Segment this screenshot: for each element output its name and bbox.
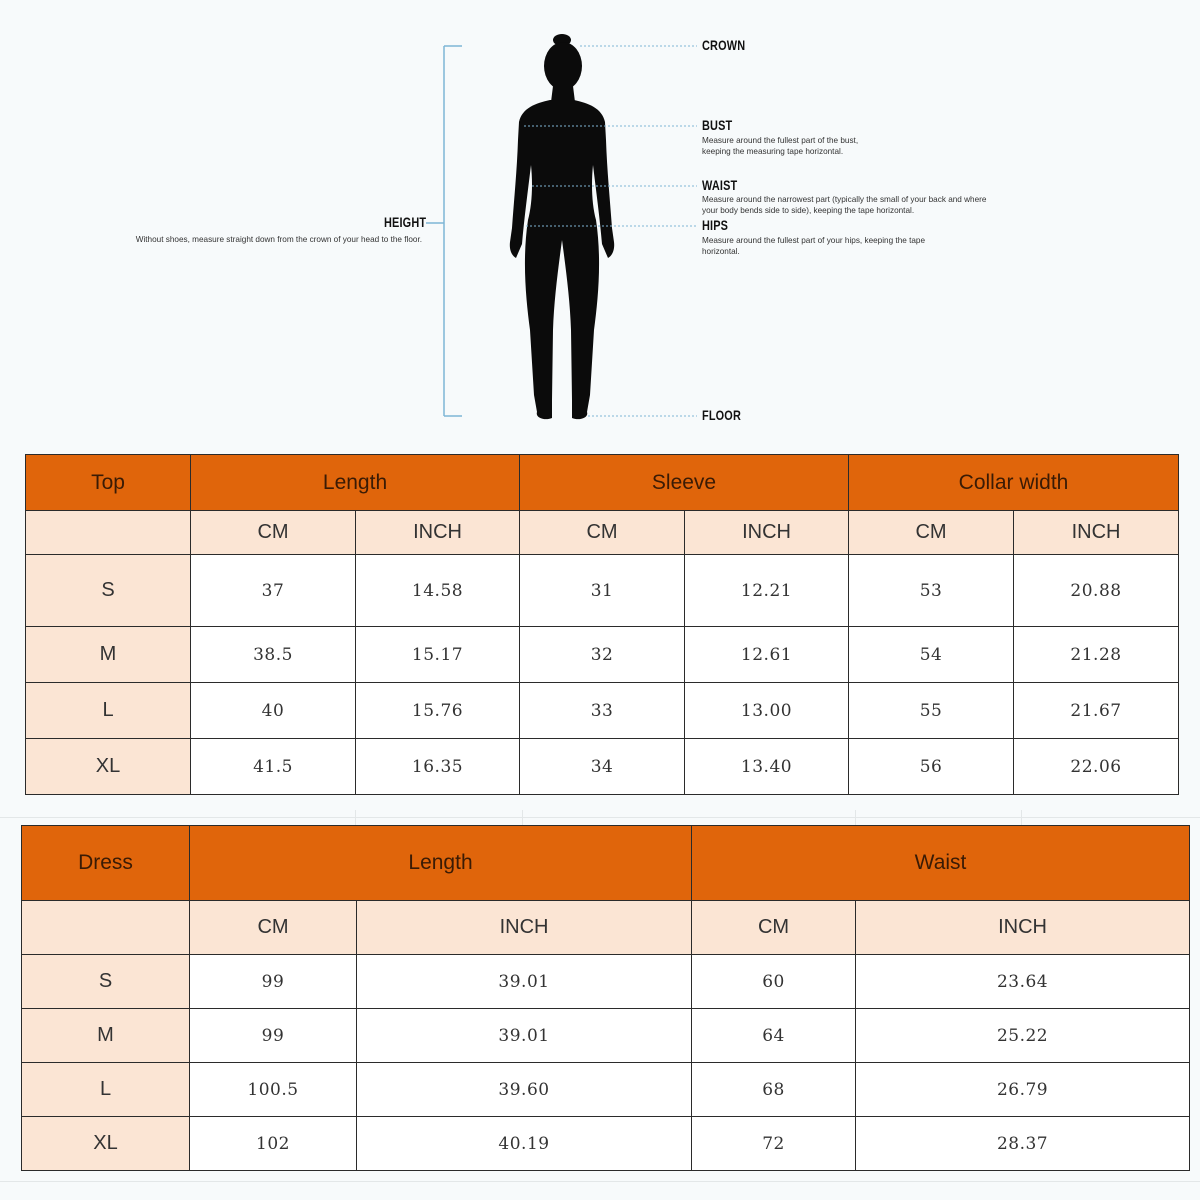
table-row [22,1117,1190,1171]
table-cell: 26.79 [856,1063,1190,1117]
table-row [22,1063,1190,1117]
top-unit-header: CM [849,511,1014,555]
table-cell: 13.40 [685,739,849,795]
table-cell: 31 [520,555,685,627]
table-cell: 15.76 [356,683,520,739]
size-label: M [22,1009,190,1063]
table-cell: 68 [692,1063,856,1117]
dress-size-table [21,825,1190,1171]
height-label: HEIGHT [384,214,427,230]
table-cell: 25.22 [856,1009,1190,1063]
table-cell: 20.88 [1014,555,1179,627]
hips-label: HIPS [702,217,729,233]
table-cell: 99 [190,955,357,1009]
height-description: Without shoes, measure straight down from the crown of your head to the floor. [135,235,422,244]
floor-label: FLOOR [702,407,741,423]
dress-unit-header: INCH [856,901,1190,955]
table-cell: 28.37 [856,1117,1190,1171]
table-cell: 33 [520,683,685,739]
table-row [26,555,1179,627]
table-cell: 12.61 [685,627,849,683]
table-cell: 21.67 [1014,683,1179,739]
table-cell: 21.28 [1014,627,1179,683]
top-group-length: Length [191,455,520,511]
size-label: XL [22,1117,190,1171]
table-cell: 55 [849,683,1014,739]
table-row [22,955,1190,1009]
dress-unit-header: CM [692,901,856,955]
dress-group-waist: Waist [692,826,1190,901]
table-cell: 13.00 [685,683,849,739]
size-label: XL [26,739,191,795]
table-cell: 99 [190,1009,357,1063]
table-cell: 39.01 [357,1009,692,1063]
size-label: S [22,955,190,1009]
dress-group-length: Length [190,826,692,901]
dress-unit-header: INCH [357,901,692,955]
table-cell: 15.17 [356,627,520,683]
figure-graphic [0,0,1200,440]
background-gridline [0,1181,1200,1182]
top-unit-blank [26,511,191,555]
table-cell: 39.60 [357,1063,692,1117]
background-gridline [522,810,523,825]
background-gridline [355,810,356,825]
waist-label: WAIST [702,177,738,193]
bust-description: Measure around the fullest part of the bust, keeping the measuring tape horizontal. [702,136,859,156]
table-row [26,627,1179,683]
background-gridline [1021,810,1022,825]
table-cell: 23.64 [856,955,1190,1009]
table-cell: 16.35 [356,739,520,795]
table-cell: 32 [520,627,685,683]
table-cell: 102 [190,1117,357,1171]
dress-unit-header: CM [190,901,357,955]
table-cell: 12.21 [685,555,849,627]
dress-table-corner: Dress [22,826,190,901]
table-row [22,1009,1190,1063]
size-label: L [22,1063,190,1117]
measurement-figure [0,0,1200,440]
table-cell: 56 [849,739,1014,795]
table-cell: 40 [191,683,356,739]
crown-label: CROWN [702,37,746,53]
background-gridline [855,810,856,825]
top-group-sleeve: Sleeve [520,455,849,511]
table-cell: 64 [692,1009,856,1063]
table-cell: 60 [692,955,856,1009]
height-bracket [426,46,462,416]
hips-description: Measure around the fullest part of your hips, keeping the tape horizontal. [702,236,926,256]
bust-label: BUST [702,117,733,133]
size-label: L [26,683,191,739]
top-size-table [25,454,1179,795]
top-unit-header: INCH [356,511,520,555]
size-label: S [26,555,191,627]
table-row [26,739,1179,795]
top-group-collar-width: Collar width [849,455,1179,511]
table-row [26,683,1179,739]
top-unit-header: CM [520,511,685,555]
waist-description: Measure around the narrowest part (typically the small of your back and where your body bends side to side), keeping the tape horizontal. [702,195,987,215]
size-label: M [26,627,191,683]
table-cell: 40.19 [357,1117,692,1171]
table-cell: 39.01 [357,955,692,1009]
table-cell: 38.5 [191,627,356,683]
background-gridline [0,817,1200,818]
table-cell: 41.5 [191,739,356,795]
top-unit-header: CM [191,511,356,555]
table-cell: 14.58 [356,555,520,627]
table-cell: 72 [692,1117,856,1171]
table-cell: 100.5 [190,1063,357,1117]
table-cell: 37 [191,555,356,627]
table-cell: 54 [849,627,1014,683]
table-cell: 22.06 [1014,739,1179,795]
woman-silhouette [510,34,614,419]
dress-unit-blank [22,901,190,955]
top-unit-header: INCH [685,511,849,555]
top-table-corner: Top [26,455,191,511]
top-unit-header: INCH [1014,511,1179,555]
table-cell: 53 [849,555,1014,627]
table-cell: 34 [520,739,685,795]
